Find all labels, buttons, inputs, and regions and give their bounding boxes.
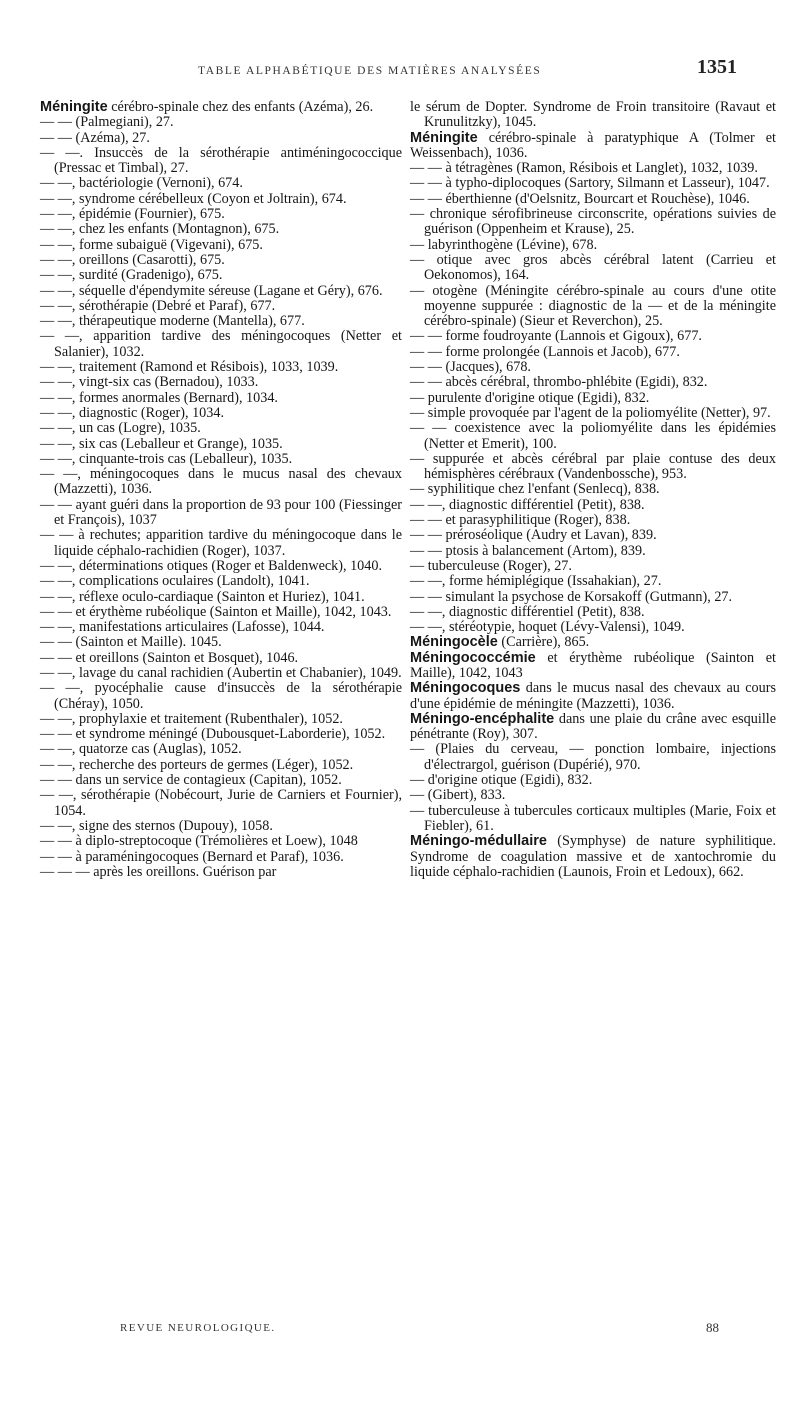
index-entry: — —, oreillons (Casarotti), 675. (40, 251, 225, 268)
index-entry: — d'origine otique (Egidi), 832. (410, 772, 593, 789)
index-entry: — — coexistence avec la poliomyélite dans les épidémies (Netter et Emerit), 100. (410, 420, 776, 452)
index-entry: Méningite cérébro-spinale à paratyphique A (Tolmer et Weissenbach), 1036. (410, 129, 776, 161)
index-entry: — — ptosis à balancement (Artom), 839. (410, 542, 646, 559)
index-entry: Méningo-médullaire (Symphyse) de nature syphilitique. Syndrome de coagulation massive et de xantochromie du liquide céphalo-rachidien (Launois, Froin et Ledoux), 662. (410, 833, 776, 880)
index-entry: — — dans un service de contagieux (Capitan), 1052. (40, 772, 342, 789)
index-entry: Méningococcémie et érythème rubéolique (Sainton et Maille), 1042, 1043 (410, 649, 776, 681)
index-entry: — — à typho-diplocoques (Sartory, Silmann et Lasseur), 1047. (410, 175, 770, 192)
index-entry: — —. Insuccès de la sérothérapie antiméningococcique (Pressac et Timbal), 27. (40, 144, 402, 177)
index-entry: — — forme foudroyante (Lannois et Gigoux), 677. (410, 328, 702, 345)
index-entry: — —, un cas (Logre), 1035. (40, 420, 201, 437)
index-entry: — —, lavage du canal rachidien (Aubertin et Chabanier), 1049. (40, 664, 402, 681)
index-entry: — otogène (Méningite cérébro-spinale au cours d'une otite moyenne suppurée : diagnostic de la — et de la méningite cérébro-spinale) (Sieur et Reverchon), 25. (410, 282, 776, 330)
index-entry: Méningite cérébro-spinale chez des enfants (Azéma), 26. (40, 99, 374, 115)
index-entry: — —, diagnostic différentiel (Petit), 838. (410, 603, 645, 620)
index-entry: — simple provoquée par l'agent de la poliomyélite (Netter), 97. (410, 404, 771, 421)
entry-headword: Méningo-encéphalite (410, 710, 555, 727)
running-title: TABLE ALPHABÉTIQUE DES MATIÈRES ANALYSÉES (198, 65, 542, 77)
index-entry: — —, stéréotypie, hoquet (Lévy-Valensi), 1049. (410, 619, 685, 636)
index-entry: — —, cinquante-trois cas (Leballeur), 1035. (40, 450, 293, 467)
index-entry: — —, pyocéphalie cause d'insuccès de la sérothérapie (Chéray), 1050. (40, 680, 402, 712)
index-entry: — —, manifestations articulaires (Lafosse), 1044. (40, 619, 325, 636)
index-entry: — — éberthienne (d'Oelsnitz, Bourcart et Rouchèse), 1046. (410, 190, 750, 207)
index-entry: — syphilitique chez l'enfant (Senlecq), 838. (410, 481, 660, 498)
index-entry: — —, formes anormales (Bernard), 1034. (40, 389, 278, 406)
index-entry: — —, quatorze cas (Auglas), 1052. (40, 741, 242, 758)
footer-sheet-number: 88 (706, 1320, 719, 1335)
index-entry: — — (Azéma), 27. (40, 129, 150, 146)
index-entry: Méningocèle (Carrière), 865. (410, 634, 590, 651)
index-entry: — suppurée et abcès cérébral par plaie contuse des deux hémisphères cérébraux (Vandenbossche), 953. (410, 450, 776, 483)
index-entry: — —, prophylaxie et traitement (Rubenthaler), 1052. (40, 710, 343, 727)
index-entry: — —, réflexe oculo-cardiaque (Sainton et Huriez), 1041. (40, 588, 365, 605)
index-entry: — — et érythème rubéolique (Sainton et Maille), 1042, 1043. (40, 603, 392, 620)
index-entry: — — et parasyphilitique (Roger), 838. (410, 512, 631, 529)
index-entry: — —, syndrome cérébelleux (Coyon et Joltrain), 674. (40, 190, 347, 207)
index-entry: — —, diagnostic différentiel (Petit), 838. (410, 496, 645, 513)
index-entry: — —, thérapeutique moderne (Mantella), 677. (40, 313, 305, 330)
index-entry: — (Plaies du cerveau, — ponction lombaire, injections d'électrargol, guérison (Dupérié), 970. (410, 741, 776, 773)
index-entry: — —, six cas (Leballeur et Grange), 1035. (40, 435, 283, 452)
index-entry: — — à tétragènes (Ramon, Résibois et Langlet), 1032, 1039. (410, 160, 758, 177)
index-entry: — —, bactériologie (Vernoni), 674. (40, 175, 243, 192)
index-entry: — — et oreillons (Sainton et Bosquet), 1046. (40, 649, 299, 666)
index-entry: — —, chez les enfants (Montagnon), 675. (40, 221, 280, 238)
entry-headword: Méningite (40, 99, 108, 115)
index-entry: le sérum de Dopter. Syndrome de Froin transitoire (Ravaut et Krunulitzky), 1045. (410, 99, 776, 131)
index-entry: — —, forme subaiguë (Vigevani), 675. (40, 236, 263, 253)
index-entry: — — (Palmegiani), 27. (40, 114, 174, 131)
index-entry: — —, vingt-six cas (Bernadou), 1033. (40, 374, 259, 391)
entry-headword: Méningocèle (410, 634, 498, 651)
index-entry: Méningocoques dans le mucus nasal des chevaux au cours d'une épidémie de méningite (Mazzetti), 1036. (410, 680, 776, 712)
index-entry: — — à paraméningocoques (Bernard et Paraf), 1036. (40, 848, 344, 865)
entry-headword: Méningo-médullaire (410, 833, 547, 850)
index-entry: — chronique sérofibrineuse circonscrite, opérations suivies de guérison (Oppenheim et Krause), 25. (410, 206, 776, 238)
index-entry: — — abcès cérébral, thrombo-phlébite (Egidi), 832. (410, 374, 708, 391)
index-entry: — —, séquelle d'épendymite séreuse (Lagane et Géry), 676. (40, 282, 383, 299)
page-header (40, 56, 740, 86)
index-entry: — tuberculeuse à tubercules corticaux multiples (Marie, Foix et Fiebler), 61. (410, 802, 776, 834)
index-entry: — —, épidémie (Fournier), 675. (40, 206, 225, 223)
index-entry: — (Gibert), 833. (410, 787, 506, 804)
index-entry: — — à diplo-streptocoque (Trémolières et Loew), 1048 (40, 833, 358, 850)
entry-headword: Méningocoques (410, 680, 521, 697)
footer-journal: REVUE NEUROLOGIQUE. (120, 1322, 276, 1334)
index-entry: — —, recherche des porteurs de germes (Léger), 1052. (40, 756, 354, 773)
index-column-left (40, 100, 402, 880)
index-entry: — purulente d'origine otique (Egidi), 832. (410, 389, 650, 406)
index-entry: — — forme prolongée (Lannois et Jacob), 677. (410, 343, 680, 360)
index-entry: — — (Sainton et Maille). 1045. (40, 634, 222, 651)
entry-headword: Méningococcémie (410, 649, 536, 666)
index-entry: — tuberculeuse (Roger), 27. (410, 557, 572, 574)
index-entry: — — — après les oreillons. Guérison par (40, 863, 277, 880)
index-entry: — —, déterminations otiques (Roger et Baldenweck), 1040. (40, 557, 382, 574)
index-entry: — —, signe des sternos (Dupouy), 1058. (40, 817, 273, 834)
index-entry: — — ayant guéri dans la proportion de 93 pour 100 (Fiessinger et François), 1037 (40, 496, 402, 529)
index-entry: — — simulant la psychose de Korsakoff (Gutmann), 27. (410, 588, 733, 605)
index-entry: — —, complications oculaires (Landolt), 1041. (40, 573, 310, 590)
index-entry: Méningo-encéphalite dans une plaie du crâne avec esquille pénétrante (Roy), 307. (410, 710, 776, 743)
index-entry: — —, diagnostic (Roger), 1034. (40, 404, 225, 421)
index-entry: — — à rechutes; apparition tardive du méningocoque dans le liquide céphalo-rachidien (Roger), 1037. (40, 527, 402, 559)
index-entry: — —, surdité (Gradenigo), 675. (40, 267, 223, 284)
index-entry: — — préroséolique (Audry et Lavan), 839. (410, 527, 657, 544)
entry-headword: Méningite (410, 129, 478, 146)
index-entry: — — et syndrome méningé (Dubousquet-Laborderie), 1052. (40, 726, 386, 743)
index-entry: — —, sérothérapie (Nobécourt, Jurie de Carniers et Fournier), 1054. (40, 787, 402, 819)
index-entry: — —, méningocoques dans le mucus nasal des chevaux (Mazzetti), 1036. (40, 466, 402, 498)
index-entry: — otique avec gros abcès cérébral latent (Carrieu et Oekonomos), 164. (410, 251, 776, 284)
index-column-right (410, 100, 776, 880)
index-entry: — labyrinthogène (Lévine), 678. (410, 236, 598, 253)
index-entry: — —, forme hémiplégique (Issahakian), 27. (410, 573, 662, 590)
index-entry: — —, apparition tardive des méningocoques (Netter et Salanier), 1032. (40, 328, 402, 360)
index-entry: — —, traitement (Ramond et Résibois), 1033, 1039. (40, 359, 339, 376)
index-entry: — — (Jacques), 678. (410, 359, 531, 376)
index-entry: — —, sérothérapie (Debré et Paraf), 677. (40, 297, 276, 314)
page-number: 1351 (697, 56, 737, 78)
